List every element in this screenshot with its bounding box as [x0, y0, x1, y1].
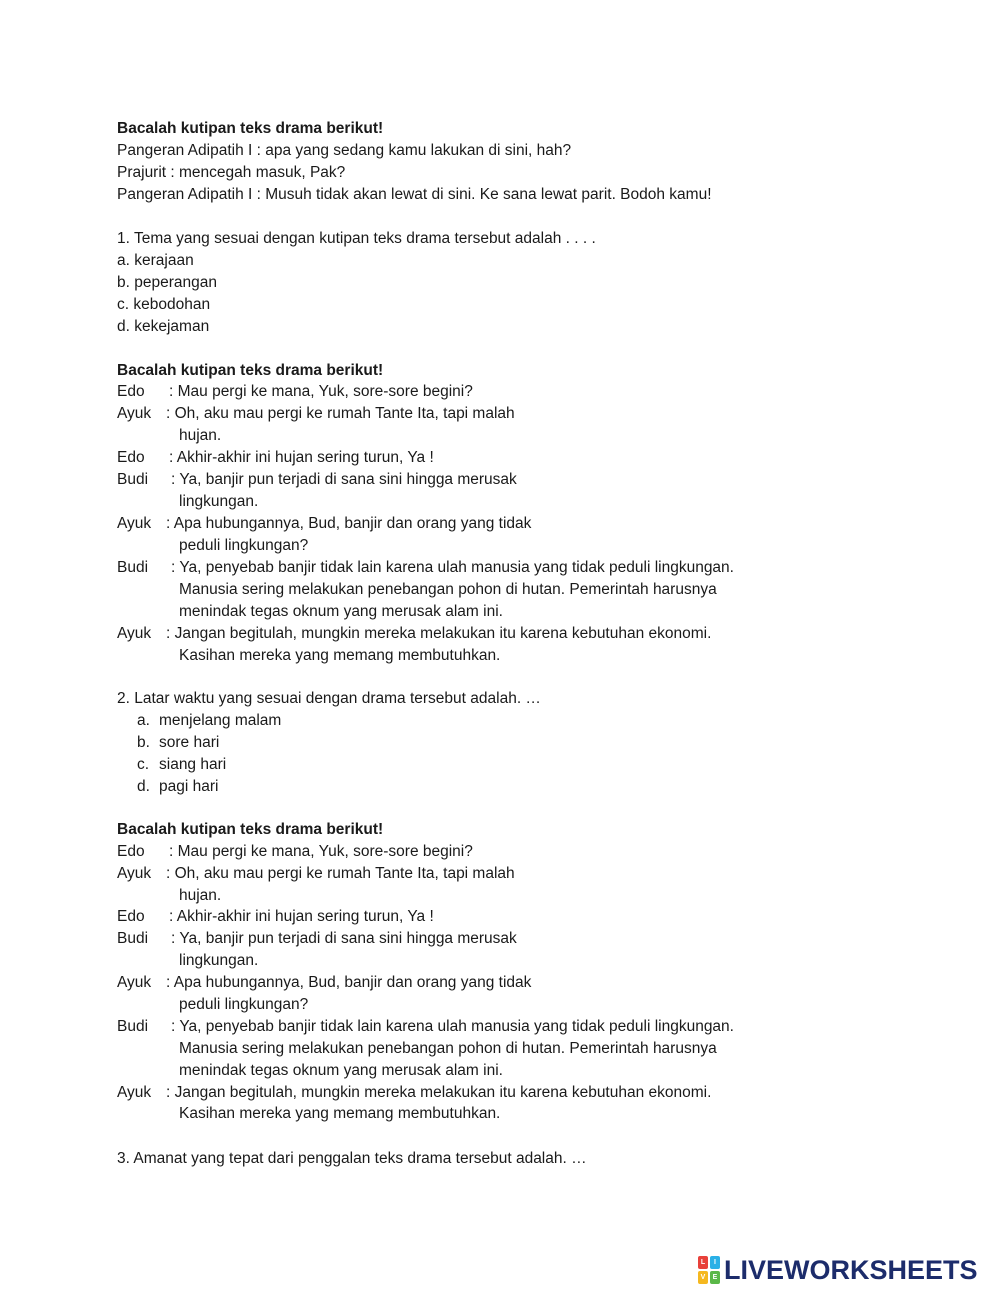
- dialogue-continuation: menindak tegas oknum yang merusak alam ini.: [179, 603, 503, 620]
- speaker-edo: Edo: [117, 843, 145, 860]
- question-2-option-c[interactable]: [137, 755, 226, 775]
- dialogue-line: : Apa hubungannya, Bud, banjir dan orang yang tidak: [166, 515, 532, 532]
- drama-line: Pangeran Adipatih I : apa yang sedang kamu lakukan di sini, hah?: [117, 142, 572, 159]
- dialogue-line: : Akhir-akhir ini hujan sering turun, Ya !: [169, 908, 434, 925]
- option-text: sore hari: [159, 734, 220, 751]
- speaker-edo: Edo: [117, 449, 145, 466]
- question-1-option-c[interactable]: c. kebodohan: [117, 296, 211, 313]
- speaker-ayuk: Ayuk: [117, 1084, 152, 1101]
- speaker-budi: Budi: [117, 559, 149, 576]
- dialogue-continuation: lingkungan.: [179, 952, 259, 969]
- dialogue-continuation: lingkungan.: [179, 493, 259, 510]
- speaker-ayuk: Ayuk: [117, 515, 152, 532]
- speaker-ayuk: Ayuk: [117, 865, 152, 882]
- dialogue-continuation: menindak tegas oknum yang merusak alam ini.: [179, 1062, 503, 1079]
- question-1-option-d[interactable]: d. kekejaman: [117, 318, 210, 335]
- dialogue-line: : Ya, penyebab banjir tidak lain karena ulah manusia yang tidak peduli lingkungan.: [171, 1018, 734, 1035]
- question-1-option-b[interactable]: b. peperangan: [117, 274, 217, 291]
- speaker-budi: Budi: [117, 471, 149, 488]
- option-label: d.: [137, 778, 150, 795]
- dialogue-line: : Apa hubungannya, Bud, banjir dan orang yang tidak: [166, 974, 532, 991]
- logo-blocks-icon: [698, 1256, 720, 1284]
- speaker-edo: Edo: [117, 383, 145, 400]
- speaker-ayuk: Ayuk: [117, 405, 152, 422]
- dialogue-continuation: Kasihan mereka yang memang membutuhkan.: [179, 1105, 501, 1122]
- dialogue-continuation: hujan.: [179, 887, 222, 904]
- dialogue-line: : Jangan begitulah, mungkin mereka melakukan itu karena kebutuhan ekonomi.: [166, 625, 712, 642]
- option-text: menjelang malam: [159, 712, 282, 729]
- logo-block: L: [698, 1256, 708, 1269]
- dialogue-line: : Ya, banjir pun terjadi di sana sini hingga merusak: [171, 471, 517, 488]
- logo-block: V: [698, 1271, 708, 1284]
- dialogue-continuation: peduli lingkungan?: [179, 996, 309, 1013]
- dialogue-line: : Mau pergi ke mana, Yuk, sore-sore begini?: [169, 843, 473, 860]
- dialogue-continuation: peduli lingkungan?: [179, 537, 309, 554]
- dialogue-continuation: hujan.: [179, 427, 222, 444]
- dialogue-line: : Oh, aku mau pergi ke rumah Tante Ita, tapi malah: [166, 405, 515, 422]
- dialogue-continuation: Manusia sering melakukan penebangan pohon di hutan. Pemerintah harusnya: [179, 1040, 717, 1057]
- question-2-option-a[interactable]: [137, 711, 281, 731]
- dialogue-continuation: Manusia sering melakukan penebangan pohon di hutan. Pemerintah harusnya: [179, 581, 717, 598]
- question-2-option-b[interactable]: [137, 733, 219, 753]
- option-text: pagi hari: [159, 778, 219, 795]
- question-1-option-a[interactable]: a. kerajaan: [117, 252, 194, 269]
- speaker-ayuk: Ayuk: [117, 974, 152, 991]
- section-heading: Bacalah kutipan teks drama berikut!: [117, 120, 384, 137]
- option-label: a.: [137, 712, 150, 729]
- option-text: siang hari: [159, 756, 227, 773]
- logo-block: E: [710, 1271, 720, 1284]
- dialogue-line: : Akhir-akhir ini hujan sering turun, Ya !: [169, 449, 434, 466]
- brand-name: LIVEWORKSHEETS: [724, 1254, 978, 1285]
- dialogue-continuation: Kasihan mereka yang memang membutuhkan.: [179, 647, 501, 664]
- dialogue-line: : Oh, aku mau pergi ke rumah Tante Ita, tapi malah: [166, 865, 515, 882]
- speaker-edo: Edo: [117, 908, 145, 925]
- question-3-text: 3. Amanat yang tepat dari penggalan teks drama tersebut adalah. …: [117, 1150, 587, 1167]
- section-heading: Bacalah kutipan teks drama berikut!: [117, 362, 384, 379]
- speaker-ayuk: Ayuk: [117, 625, 152, 642]
- option-label: b.: [137, 734, 150, 751]
- question-2-option-d[interactable]: [137, 777, 218, 797]
- speaker-budi: Budi: [117, 1018, 149, 1035]
- dialogue-line: : Jangan begitulah, mungkin mereka melakukan itu karena kebutuhan ekonomi.: [166, 1084, 712, 1101]
- drama-line: Pangeran Adipatih I : Musuh tidak akan lewat di sini. Ke sana lewat parit. Bodoh kamu!: [117, 186, 712, 203]
- question-1-text: 1. Tema yang sesuai dengan kutipan teks drama tersebut adalah . . . .: [117, 230, 596, 247]
- dialogue-line: : Ya, penyebab banjir tidak lain karena ulah manusia yang tidak peduli lingkungan.: [171, 559, 734, 576]
- liveworksheets-logo: [698, 1256, 978, 1284]
- section-heading: Bacalah kutipan teks drama berikut!: [117, 821, 384, 838]
- question-2-text: 2. Latar waktu yang sesuai dengan drama tersebut adalah. …: [117, 690, 541, 707]
- speaker-budi: Budi: [117, 930, 149, 947]
- dialogue-line: : Ya, banjir pun terjadi di sana sini hingga merusak: [171, 930, 517, 947]
- drama-line: Prajurit : mencegah masuk, Pak?: [117, 164, 346, 181]
- logo-block: I: [710, 1256, 720, 1269]
- option-label: c.: [137, 756, 150, 773]
- dialogue-line: : Mau pergi ke mana, Yuk, sore-sore begini?: [169, 383, 473, 400]
